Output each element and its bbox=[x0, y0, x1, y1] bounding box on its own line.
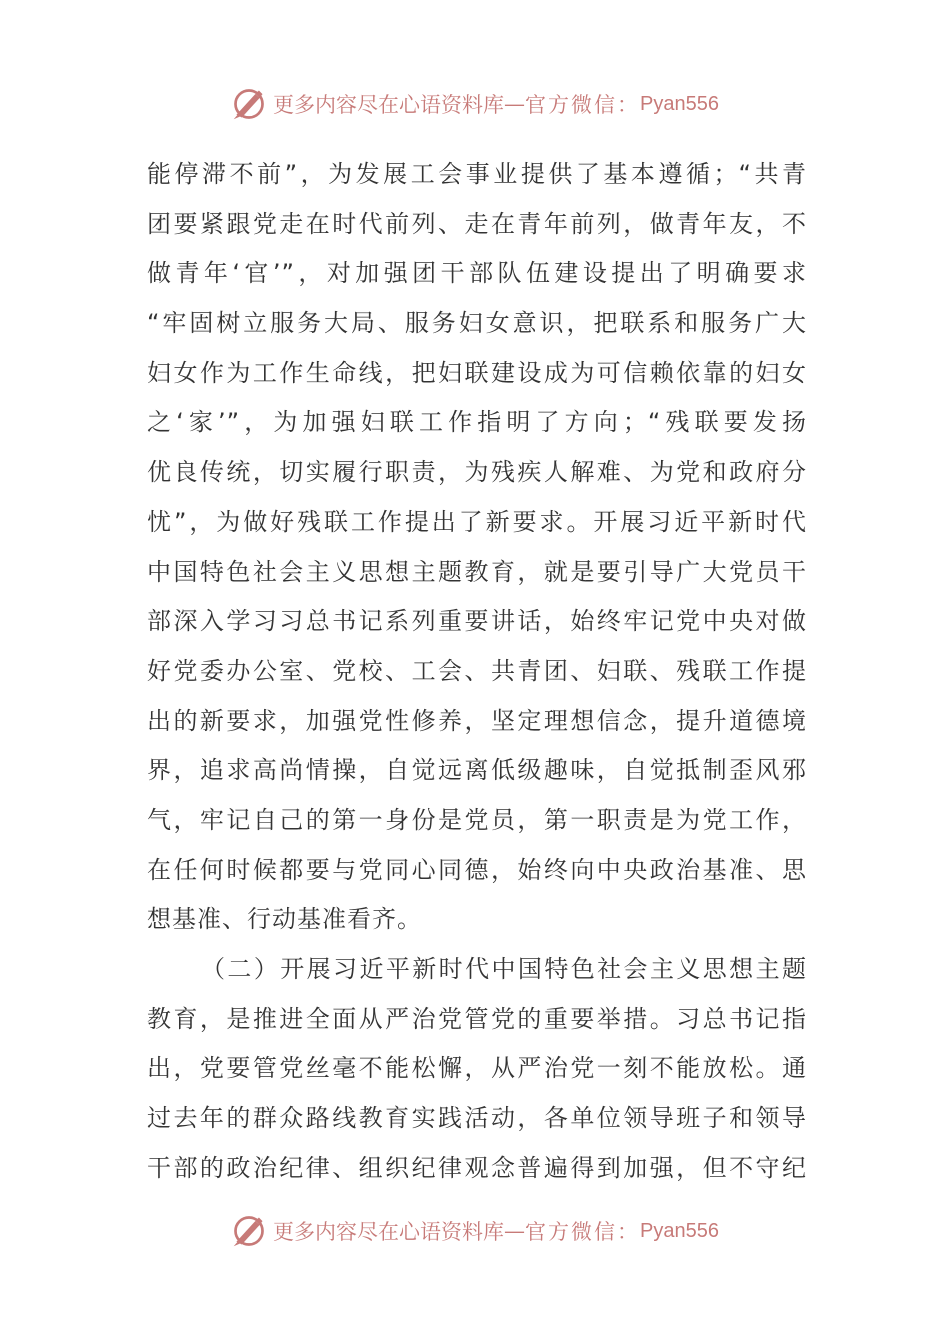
text-line: 能停滞不前”，为发展工会事业提供了基本遵循；“共青 bbox=[147, 160, 807, 188]
watermark-wechat-id: Pyan556 bbox=[640, 92, 719, 115]
watermark-banner-bottom bbox=[0, 1209, 950, 1253]
watermark-banner-top bbox=[0, 82, 950, 126]
watermark-dash: — bbox=[504, 1219, 526, 1243]
document-body bbox=[147, 150, 807, 1193]
watermark-site-text: 更多内容尽在心语资料库 bbox=[273, 93, 505, 117]
text-line: 过去年的群众路线教育实践活动，各单位领导班子和领导 bbox=[147, 1104, 807, 1133]
text-line: 妇女作为工作生命线，把妇联建设成为可信赖依靠的妇女 bbox=[147, 358, 807, 387]
pen-seal-icon bbox=[231, 1213, 267, 1249]
text-line: 部深入学习习总书记系列重要讲话，始终牢记党中央对做 bbox=[147, 607, 807, 636]
watermark-wechat-id: Pyan556 bbox=[640, 1219, 719, 1242]
text-line: 界，追求高尚情操，自觉远离低级趣味，自觉抵制歪风邪 bbox=[147, 756, 807, 785]
text-line: 之‘家’”，为加强妇联工作指明了方向；“残联要发扬 bbox=[147, 408, 807, 437]
text-line: 团要紧跟党走在时代前列、走在青年前列，做青年友，不 bbox=[147, 209, 807, 238]
paragraph-end-line: 想基准、行动基准看齐。 bbox=[147, 905, 422, 934]
text-line: 教育，是推进全面从严治党管党的重要举措。习总书记指 bbox=[147, 1004, 807, 1033]
watermark-wechat-label: 官方微信： bbox=[525, 93, 641, 117]
text-line: 出的新要求，加强党性修养，坚定理想信念，提升道德境 bbox=[147, 706, 807, 735]
pen-seal-icon bbox=[231, 86, 267, 122]
watermark-site-text: 更多内容尽在心语资料库 bbox=[273, 1220, 505, 1244]
text-line: 忧”，为做好残联工作提出了新要求。开展习近平新时代 bbox=[147, 507, 807, 536]
watermark-dash: — bbox=[504, 92, 526, 116]
text-line: 干部的政治纪律、组织纪律观念普遍得到加强，但不守纪 bbox=[147, 1153, 807, 1182]
text-line: “牢固树立服务大局、服务妇女意识，把联系和服务广大 bbox=[147, 309, 807, 338]
watermark-wechat-label: 官方微信： bbox=[525, 1220, 641, 1244]
text-line: 中国特色社会主义思想主题教育，就是要引导广大党员干 bbox=[147, 557, 807, 586]
paragraph-start-line: （二）开展习近平新时代中国特色社会主义思想主题 bbox=[201, 955, 807, 983]
text-line: 优良传统，切实履行职责，为残疾人解难、为党和政府分 bbox=[147, 458, 807, 487]
text-line: 出，党要管党丝毫不能松懈，从严治党一刻不能放松。通 bbox=[147, 1054, 807, 1083]
text-line: 做青年‘官’”，对加强团干部队伍建设提出了明确要求 bbox=[147, 259, 807, 288]
text-line: 在任何时候都要与党同心同德，始终向中央政治基准、思 bbox=[147, 855, 807, 884]
text-line: 好党委办公室、党校、工会、共青团、妇联、残联工作提 bbox=[147, 656, 807, 685]
text-line: 气，牢记自己的第一身份是党员，第一职责是为党工作， bbox=[147, 805, 807, 834]
